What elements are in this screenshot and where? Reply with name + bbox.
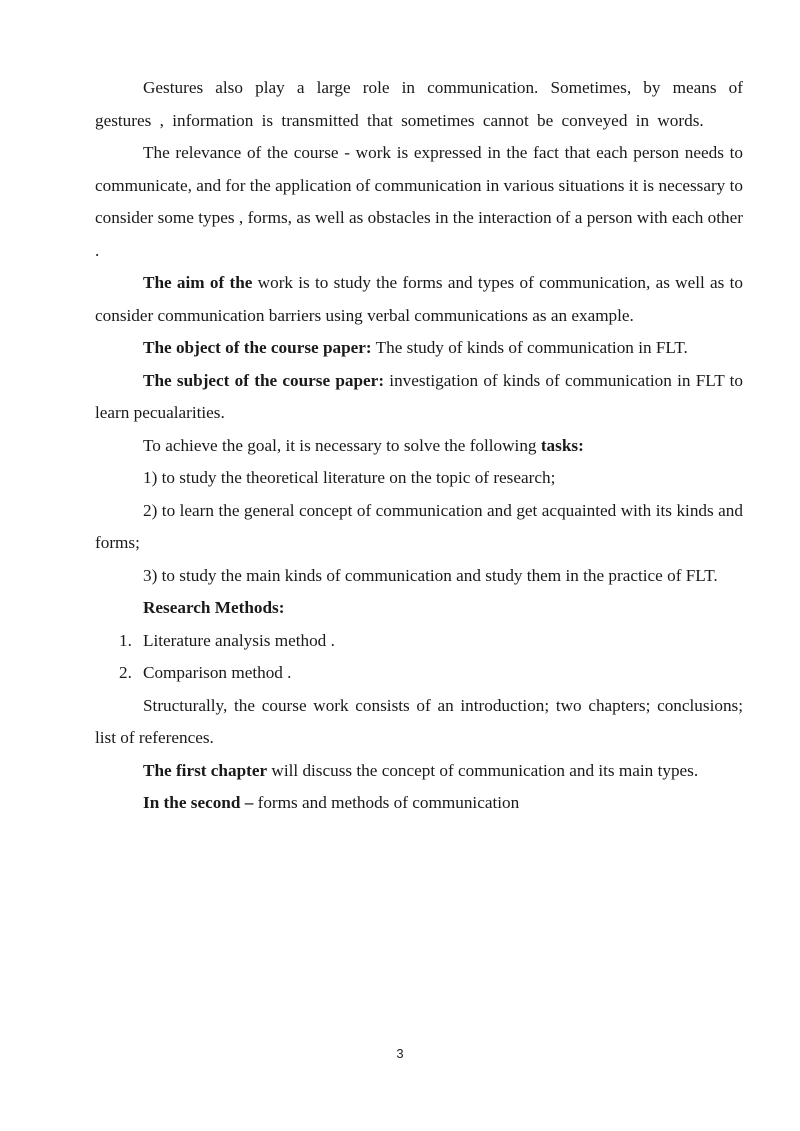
aim-text: work is to study the forms and types of communication, as well as to consider communication barriers using verbal communications as an example. — [95, 273, 743, 325]
paragraph-aim — [95, 267, 743, 332]
subject-label: The subject of the course paper: — [143, 370, 385, 390]
task-item-1: 1) to study the theoretical literature on the topic of research; — [143, 468, 556, 487]
list-number: 1. — [119, 630, 132, 650]
task-item-2: 2) to learn the general concept of communication and get acquainted with its kinds and forms; — [95, 500, 743, 552]
paragraph-structure: Structurally, the course work consists of an introduction; two chapters; conclusions; list of references. — [95, 695, 743, 747]
methods-list — [95, 625, 743, 690]
task-item-3: 3) to study the main kinds of communication and study them in the practice of FLT. — [143, 565, 718, 585]
list-item — [95, 657, 743, 690]
list-item — [95, 625, 743, 658]
first-chapter-label: The first chapter — [143, 760, 268, 780]
paragraph-first-chapter — [95, 755, 743, 788]
list-text: Comparison method . — [143, 663, 292, 682]
goal-text: To achieve the goal, it is necessary to solve the following — [143, 435, 541, 455]
aim-label: The aim of the — [143, 273, 253, 292]
paragraph-second-chapter — [95, 787, 743, 820]
object-text: The study of kinds of communication in FLT. — [371, 338, 688, 357]
methods-heading: Research Methods: — [143, 598, 285, 617]
object-label: The object of the course paper: — [143, 338, 372, 357]
paragraph-goal — [95, 430, 743, 463]
paragraph-relevance: The relevance of the course - work is expressed in the fact that each person needs to communicate, and for the application of communication in various situations it is necessary to consider some types , forms, as well as obstacles in the interaction of a person with each other . — [95, 143, 743, 260]
first-chapter-text: will discuss the concept of communication and its main types. — [267, 760, 699, 780]
document-page — [95, 72, 743, 820]
second-chapter-label: In the second – — [143, 793, 254, 812]
paragraph-object — [95, 332, 743, 365]
paragraph-gestures: Gestures also play a large role in communication. Sometimes, by means of gestures , information is transmitted that sometimes cannot be conveyed in words. — [95, 78, 743, 130]
second-chapter-text: forms and methods of communication — [253, 793, 520, 812]
tasks-label: tasks: — [540, 435, 584, 455]
list-number: 2. — [119, 663, 132, 682]
page-number: 3 — [396, 1046, 404, 1061]
paragraph-subject — [95, 365, 743, 430]
subject-text: investigation of kinds of communication in FLT to learn pecualarities. — [95, 370, 744, 422]
list-text: Literature analysis method . — [143, 630, 335, 650]
